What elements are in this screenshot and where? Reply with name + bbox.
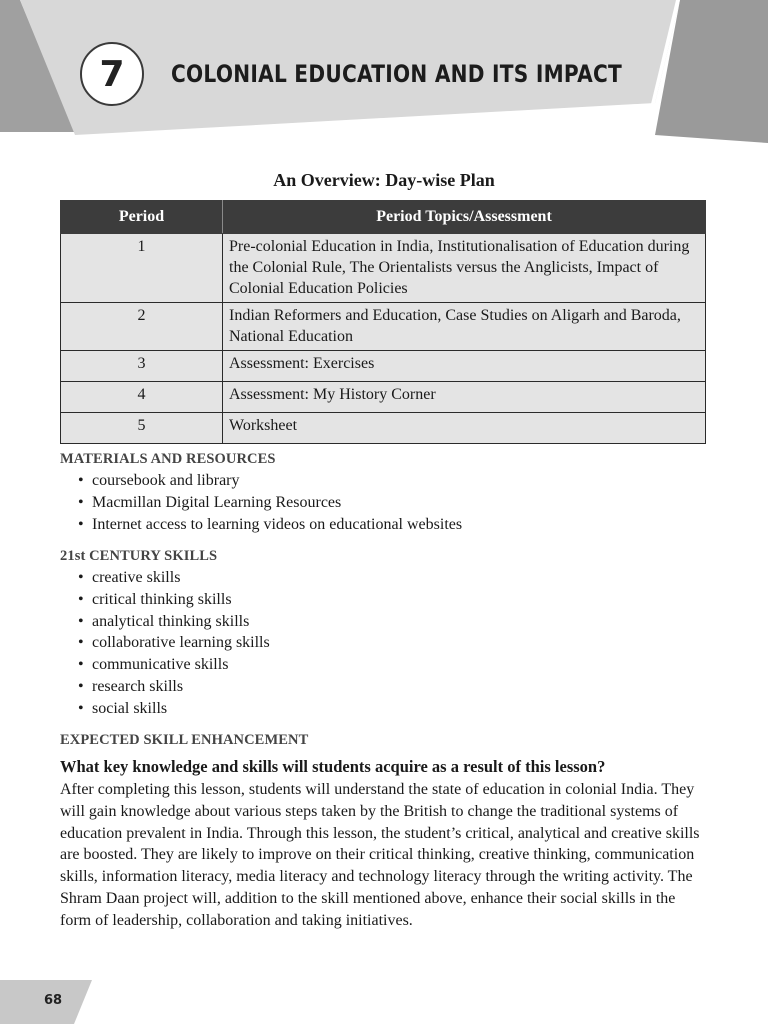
enhancement-heading: EXPECTED SKILL ENHANCEMENT	[60, 732, 309, 748]
chapter-number: 7	[99, 53, 125, 95]
period-cell: 2	[61, 303, 223, 351]
list-item: • analytical thinking skills	[92, 611, 720, 633]
enhancement-section	[60, 732, 720, 932]
skills-list	[60, 567, 720, 720]
key-question: What key knowledge and skills will students acquire as a result of this lesson?	[60, 757, 606, 776]
list-item: • collaborative learning skills	[92, 632, 720, 654]
topics-cell: Indian Reformers and Education, Case Studies on Aligarh and Baroda, National Education	[223, 303, 706, 351]
table-row	[61, 234, 706, 303]
chapter-title: COLONIAL EDUCATION AND ITS IMPACT	[171, 60, 623, 88]
materials-list	[60, 470, 720, 535]
materials-section	[60, 451, 720, 535]
topics-cell: Assessment: Exercises	[223, 351, 706, 382]
column-header-period: Period	[61, 201, 223, 234]
chapter-number-badge	[80, 42, 144, 106]
list-item: • social skills	[92, 698, 720, 720]
period-cell: 5	[61, 413, 223, 444]
table-header-row	[61, 201, 706, 234]
enhancement-paragraph: After completing this lesson, students will understand the state of education in colonial India. They will gain knowledge about various steps taken by the British to change the traditional systems of education prevalent in India. Through this lesson, the student’s critical, analytical and creative skills are boosted. They are likely to improve on their critical thinking, creative thinking, communication skills, information literacy, media literacy and technology literacy through the writing activity. The Shram Daan project will, addition to the skill mentioned above, enhance their social skills in the form of leadership, collaboration and taking initiatives.	[60, 781, 700, 929]
topics-cell: Assessment: My History Corner	[223, 382, 706, 413]
day-wise-plan-table	[60, 200, 706, 444]
overview-heading: An Overview: Day-wise Plan	[273, 170, 495, 190]
list-item: • Macmillan Digital Learning Resources	[92, 492, 720, 514]
materials-heading: MATERIALS AND RESOURCES	[60, 451, 276, 467]
table-row	[61, 351, 706, 382]
topics-cell: Worksheet	[223, 413, 706, 444]
table-row	[61, 303, 706, 351]
list-item: • research skills	[92, 676, 720, 698]
table-row	[61, 382, 706, 413]
list-item: • critical thinking skills	[92, 589, 720, 611]
list-item: • communicative skills	[92, 654, 720, 676]
skills-heading: 21st CENTURY SKILLS	[60, 548, 218, 564]
list-item: • creative skills	[92, 567, 720, 589]
list-item: • coursebook and library	[92, 470, 720, 492]
column-header-topics: Period Topics/Assessment	[223, 201, 706, 234]
period-cell: 4	[61, 382, 223, 413]
page-number: 68	[44, 993, 63, 1008]
table-row	[61, 413, 706, 444]
list-item: • Internet access to learning videos on educational websites	[92, 514, 720, 536]
skills-section	[60, 548, 720, 720]
period-cell: 1	[61, 234, 223, 303]
period-cell: 3	[61, 351, 223, 382]
topics-cell: Pre-colonial Education in India, Institutionalisation of Education during the Colonial Rule, The Orientalists versus the Anglicists, Impact of Colonial Education Policies	[223, 234, 706, 303]
